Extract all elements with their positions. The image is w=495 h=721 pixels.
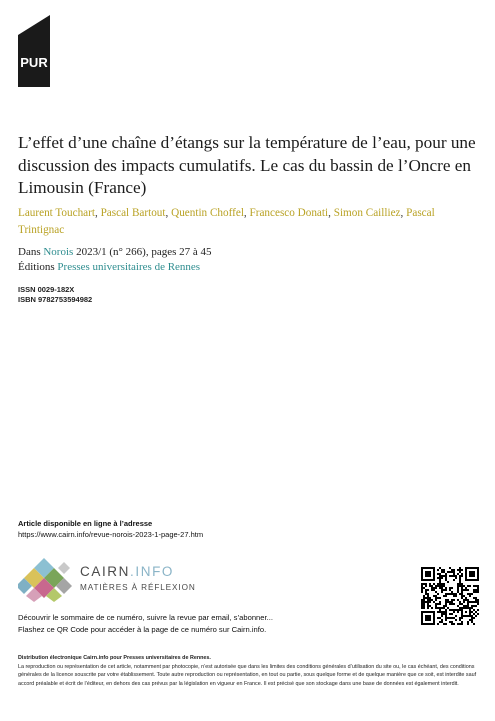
cairn-wordmark: CAIRN.INFO [80,564,175,579]
cairn-tagline: MATIÈRES À RÉFLEXION [80,583,196,592]
journal-link[interactable]: Norois [43,246,74,258]
legal-heading: Distribution électronique Cairn.info pour Presses universitaires de Rennes. [18,655,211,661]
availability [18,518,203,540]
editions-label: Éditions [18,260,55,273]
legal-body: La reproduction ou représentation de cet article, notamment par photocopie, n’est autorisée que dans les limites des conditions générales d’utilisation du site ou, le cas échéant, des conditions générales de la licence souscrite par votre établissement. Toute autre reproduction ou représentation, en tout ou partie, sous quelque forme et de quelque manière que ce soit, est interdite sauf accord préalable et écrit de l’éditeur, en dehors des cas prévus par la législation en vigueur en France. Il est précisé que son stockage dans une base de données est également interdit. [18,663,477,687]
pages-info: , pages 27 à 45 [145,246,212,258]
author-link[interactable]: Quentin Choffel [171,207,244,219]
author-list: Laurent Touchart, Pascal Bartout, Quentin Choffel, Francesco Donati, Simon Cailliez, Pascal Trintignac [18,207,435,236]
publisher-link[interactable]: Presses universitaires de Rennes [57,260,201,273]
author-link[interactable]: Laurent Touchart [18,207,95,219]
discover-text [18,612,273,636]
availability-label: Article disponible en ligne à l’adresse [18,519,153,528]
pur-logo [18,15,50,87]
legal-notice [18,654,480,688]
isbn: ISBN 9782753594982 [18,295,93,304]
author-link[interactable]: Simon Cailliez [333,207,401,219]
author-link[interactable]: Francesco Donati [249,207,329,219]
source-info [18,245,480,274]
pur-logo-text: PUR [20,55,48,70]
article-url[interactable]: https://www.cairn.info/revue-norois-2023-1-page-27.htm [18,530,204,539]
identifiers [18,285,92,305]
article-title: L’effet d’une chaîne d’étangs sur la température de l’eau, pour une discussion des impacts cumulatifs. Le cas du bassin de l’Oncre en Limousin (France) [18,133,476,197]
issn: ISSN 0029-182X [18,285,75,294]
author-link[interactable]: Pascal Bartout [100,207,166,219]
discover-line: Flashez ce QR Code pour accéder à la page de ce numéro sur Cairn.info. [18,625,267,634]
discover-line: Découvrir le sommaire de ce numéro, suivre la revue par email, s’abonner... [18,613,273,622]
qr-code[interactable] [417,563,483,629]
source-prefix: Dans [18,246,41,258]
issue-info: 2023/1 (n° 266) [76,246,146,258]
author-link[interactable]: Pascal Trintignac [18,207,435,236]
